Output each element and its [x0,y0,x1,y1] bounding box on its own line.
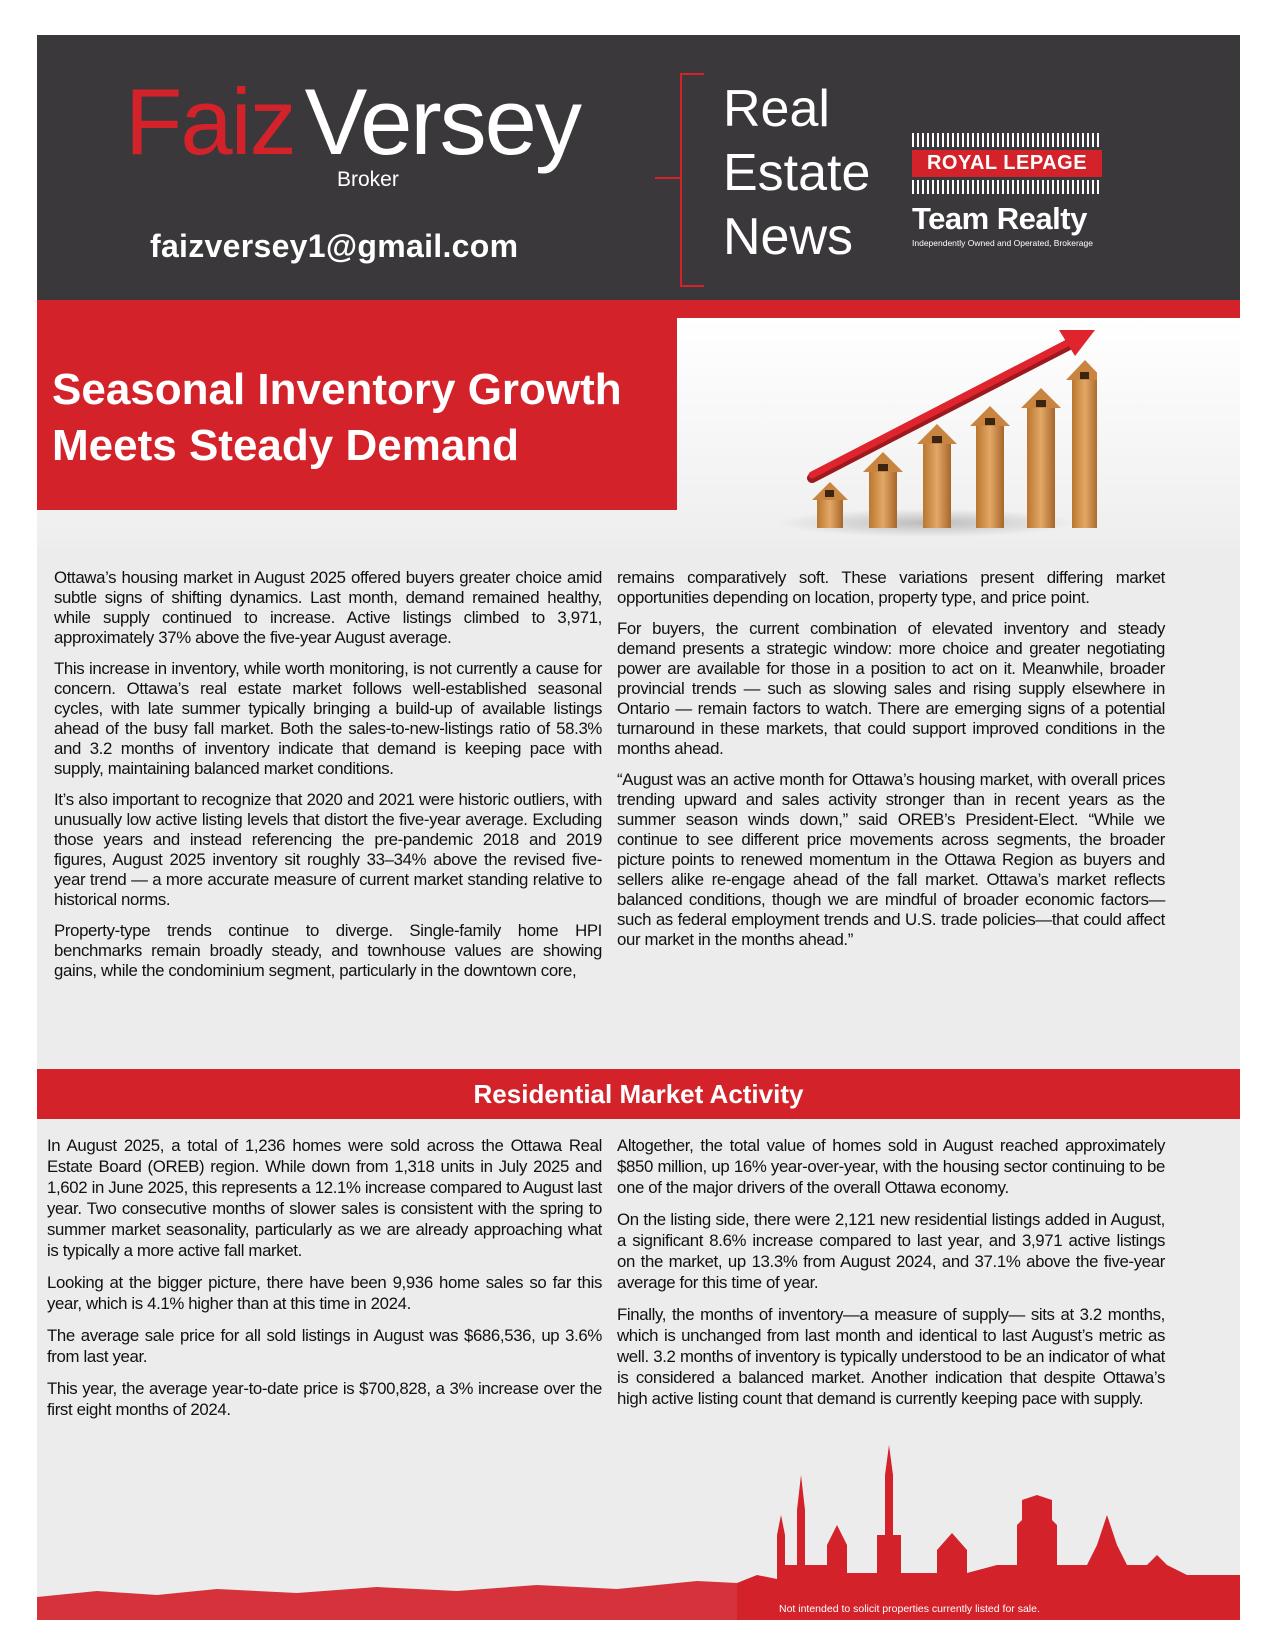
activity-paragraph: Altogether, the total value of homes sold in August reached approximately $850 million, up 16% year-over-year, with the housing sector continuing to be one of the major drivers of the overall Ottawa economy. [617,1136,1165,1197]
hero-title-box [37,318,677,510]
section-title: Residential Market Activity [473,1079,804,1109]
agent-name [125,69,580,174]
article-column-right [617,568,1165,961]
article-paragraph: This increase in inventory, while worth monitoring, is not currently a cause for concern. Ottawa’s real estate market follows well-established seasonal cycles, with late summer typically bringing a build-up of available listings ahead of the busy fall market. Both the sales-to-new-listings ratio of 58.3% and 3.2 months of inventory indicate that demand is keeping pace with supply, maintaining balanced market conditions. [54,659,602,778]
agent-role: Broker [337,168,399,191]
activity-paragraph: In August 2025, a total of 1,236 homes were sold across the Ottawa Real Estate Board (OREB) region. While down from 1,318 units in July 2025 and 1,602 in June 2025, this represents a 12.1% increase compared to August last year. Two consecutive months of slower sales is consistent with the spring to summer market seasonality, particularly as we are already approaching what is typically a more active fall market. [47,1136,602,1260]
agent-email[interactable]: faizversey1@gmail.com [150,228,519,264]
royal-lepage-logo [912,133,1102,248]
header-red-stripe [37,300,1240,318]
hero-title-line: Seasonal Inventory Growth [52,365,622,414]
article-paragraph: It’s also important to recognize that 2020 and 2021 were historic outliers, with unusually low active listing levels that distort the five-year average. Excluding those years and instead referencing the pre-pandemic 2018 and 2019 figures, August 2025 inventory sit roughly 33–34% above the revised five-year trend — a more accurate measure of current market standing relative to historical norms. [54,790,602,909]
bracket-divider [680,73,704,287]
newsletter-title-line: Real [723,80,830,138]
logo-royal-lepage: ROYAL LEPAGE [912,150,1102,177]
article-paragraph: For buyers, the current combination of elevated inventory and steady demand presents a strategic window: more choice and greater negotiating power are available for those in a position to act on it. Meanwhile, broader provincial trends — such as slowing sales and rising supply elsewhere in Ontario — remain factors to watch. There are emerging signs of a potential turnaround in these markets, that could support improved conditions in the months ahead. [617,619,1165,758]
activity-paragraph: Finally, the months of inventory—a measure of supply— sits at 3.2 months, which is unchanged from last month and identical to last August’s metric as well. 3.2 months of inventory is typically understood to be an indicator of what is considered a balanced market. Another indication that despite Ottawa’s high active listing count that demand is currently keeping pace with supply. [617,1305,1165,1408]
activity-paragraph: Looking at the bigger picture, there have been 9,936 home sales so far this year, which is 4.1% higher than at this time in 2024. [47,1273,602,1313]
hero-title-line: Meets Steady Demand [52,421,520,470]
rising-houses-illustration [757,318,1097,548]
agent-last-name: Versey [304,69,580,174]
house-bar-1 [812,482,848,528]
activity-column-right [617,1135,1165,1420]
article-paragraph: “August was an active month for Ottawa’s housing market, with overall prices trending upward and sales activity stronger than in recent years as the summer season winds down,” said OREB’s President-Elect. “While we continue to see different price movements across segments, the broader picture points to renewed momentum in the Ottawa Region as buyers and sellers alike re-engage ahead of the fall market. Ottawa’s market reflects balanced conditions, though we are mindful of broader economic factors—such as federal employment trends and U.S. trade policies—that could affect our market in the months ahead.” [617,770,1165,949]
house-bar-3 [917,424,957,528]
hero [37,318,1240,548]
house-bar-6 [1066,360,1097,528]
logo-tagline: Independently Owned and Operated, Brokerage [912,238,1093,248]
logo-team-realty: Team Realty [912,201,1087,236]
bracket-tick [655,177,681,179]
agent-first-name: Faiz [125,69,295,174]
ottawa-skyline-graphic [37,1415,1240,1620]
activity-column-left [47,1135,602,1431]
article-paragraph: remains comparatively soft. These variations present differing market opportunities depending on location, property type, and price point. [617,568,1165,607]
hero-title [52,362,622,474]
logo-barcode-top [912,133,1102,147]
newsletter-title [723,77,870,269]
article-column-left [54,568,602,992]
house-bar-4 [970,406,1010,528]
newsletter-title-line: News [723,208,854,266]
activity-paragraph: This year, the average year-to-date price is $700,828, a 3% increase over the first eight months of 2024. [47,1379,602,1419]
newsletter-title-line: Estate [723,144,871,202]
activity-paragraph: The average sale price for all sold listings in August was $686,536, up 3.6% from last year. [47,1326,602,1366]
newsletter-page [37,35,1240,1620]
footer-disclaimer: Not intended to solicit properties currently listed for sale. [779,1603,1040,1615]
section-header-bar [37,1069,1240,1119]
article-paragraph: Property-type trends continue to diverge. Single-family home HPI benchmarks remain broadly steady, and townhouse values are showing gains, while the condominium segment, particularly in the downtown core, [54,921,602,980]
house-bar-2 [863,452,903,528]
logo-barcode-bottom [912,180,1102,194]
house-bar-5 [1021,388,1061,528]
activity-paragraph: On the listing side, there were 2,121 new residential listings added in August, a significant 8.6% increase compared to last year, and 3,971 active listings on the market, up 13.3% from August 2024, and 37.1% above the five-year average for this time of year. [617,1210,1165,1292]
header [37,35,1240,318]
article-paragraph: Ottawa’s housing market in August 2025 offered buyers greater choice amid subtle signs of shifting dynamics. Last month, demand remained healthy, while supply continued to increase. Active listings climbed to 3,971, approximately 37% above the five-year August average. [54,568,602,647]
